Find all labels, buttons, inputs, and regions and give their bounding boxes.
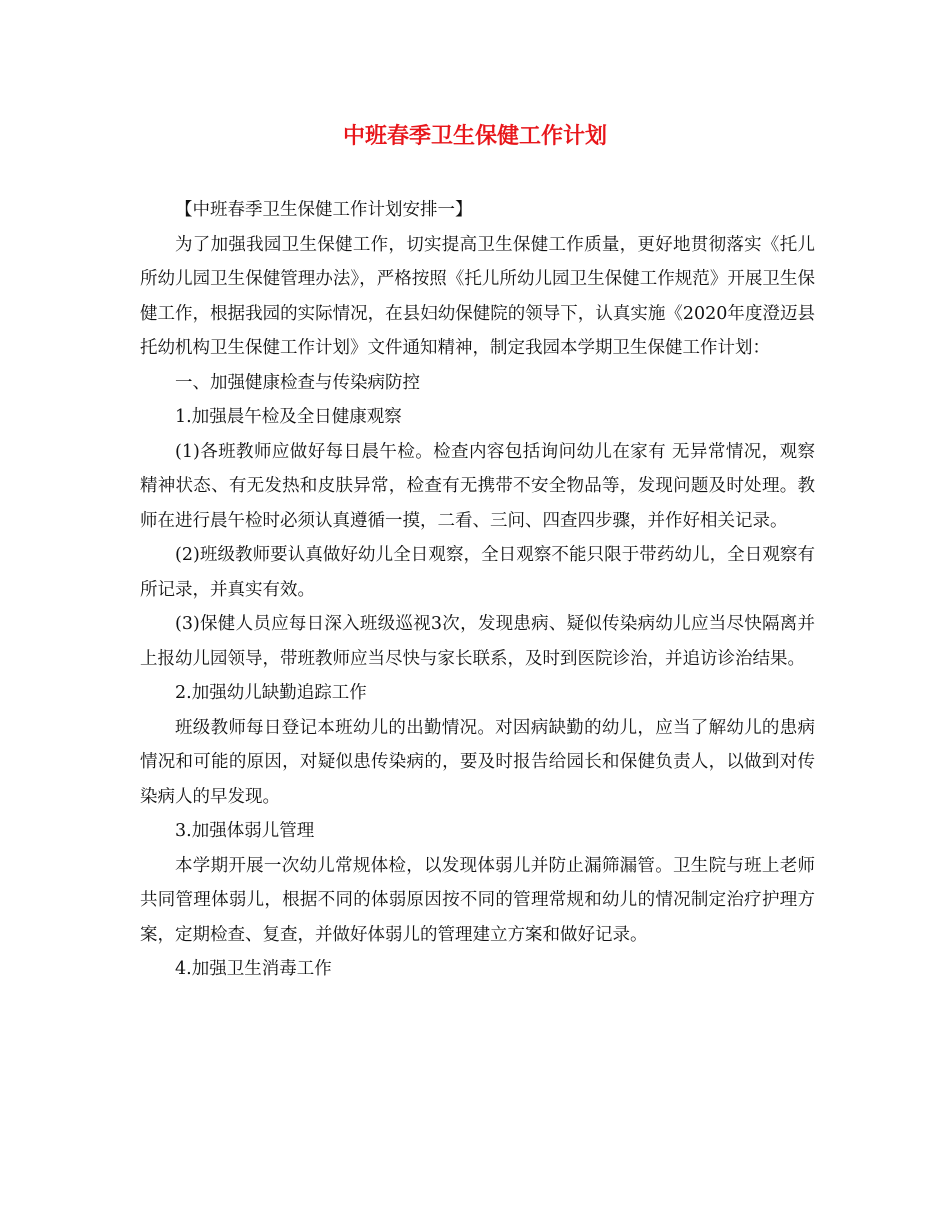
subsection-heading: 4.加强卫生消毒工作 (175, 959, 332, 979)
intro-paragraph: 为了加强我园卫生保健工作，切实提高卫生保健工作质量，更好地贯彻落实《托儿所幼儿园卫生保健管理办法》，严格按照《托儿所幼儿园卫生保健工作规范》开展卫生保健工作，根据我园的实际情况，在县妇幼保健院的领导下，认真实施《2020年度澄迈县托幼机构卫生保健工作计划》文件通知精神，制定我园本学期卫生保健工作计划： (140, 234, 815, 358)
section-heading: 【中班春季卫生保健工作计划安排一】 (175, 200, 473, 220)
subsection-heading: 1.加强晨午检及全日健康观察 (175, 407, 402, 427)
body-paragraph: 本学期开展一次幼儿常规体检，以发现体弱儿并防止漏筛漏管。卫生院与班上老师共同管理体弱儿，根据不同的体弱原因按不同的管理常规和幼儿的情况制定治疗护理方案，定期检查、复查，并做好体弱儿的管理建立方案和做好记录。 (140, 855, 815, 945)
body-paragraph: (2)班级教师要认真做好幼儿全日观察，全日观察不能只限于带药幼儿，全日观察有所记录，并真实有效。 (140, 545, 815, 600)
body-paragraph: (3)保健人员应每日深入班级巡视3次，发现患病、疑似传染病幼儿应当尽快隔离并上报幼儿园领导，带班教师应当尽快与家长联系，及时到医院诊治，并追访诊治结果。 (140, 614, 815, 669)
document-title: 中班春季卫生保健工作计划 (342, 123, 607, 149)
document-body (140, 193, 815, 987)
subsection-heading: 2.加强幼儿缺勤追踪工作 (175, 683, 367, 703)
body-paragraph: 班级教师每日登记本班幼儿的出勤情况。对因病缺勤的幼儿，应当了解幼儿的患病情况和可能的原因，对疑似患传染病的，要及时报告给园长和保健负责人，以做到对传染病人的早发现。 (140, 717, 815, 807)
subsection-heading: 3.加强体弱儿管理 (175, 821, 315, 841)
body-paragraph: (1)各班教师应做好每日晨午检。检查内容包括询问幼儿在家有 无异常情况，观察精神状态、有无发热和皮肤异常，检查有无携带不安全物品等，发现问题及时处理。教师在进行晨午检时必须认真遵循一摸，二看、三问、四查四步骤，并作好相关记录。 (140, 441, 815, 531)
section-heading: 一、加强健康检查与传染病防控 (175, 372, 420, 393)
